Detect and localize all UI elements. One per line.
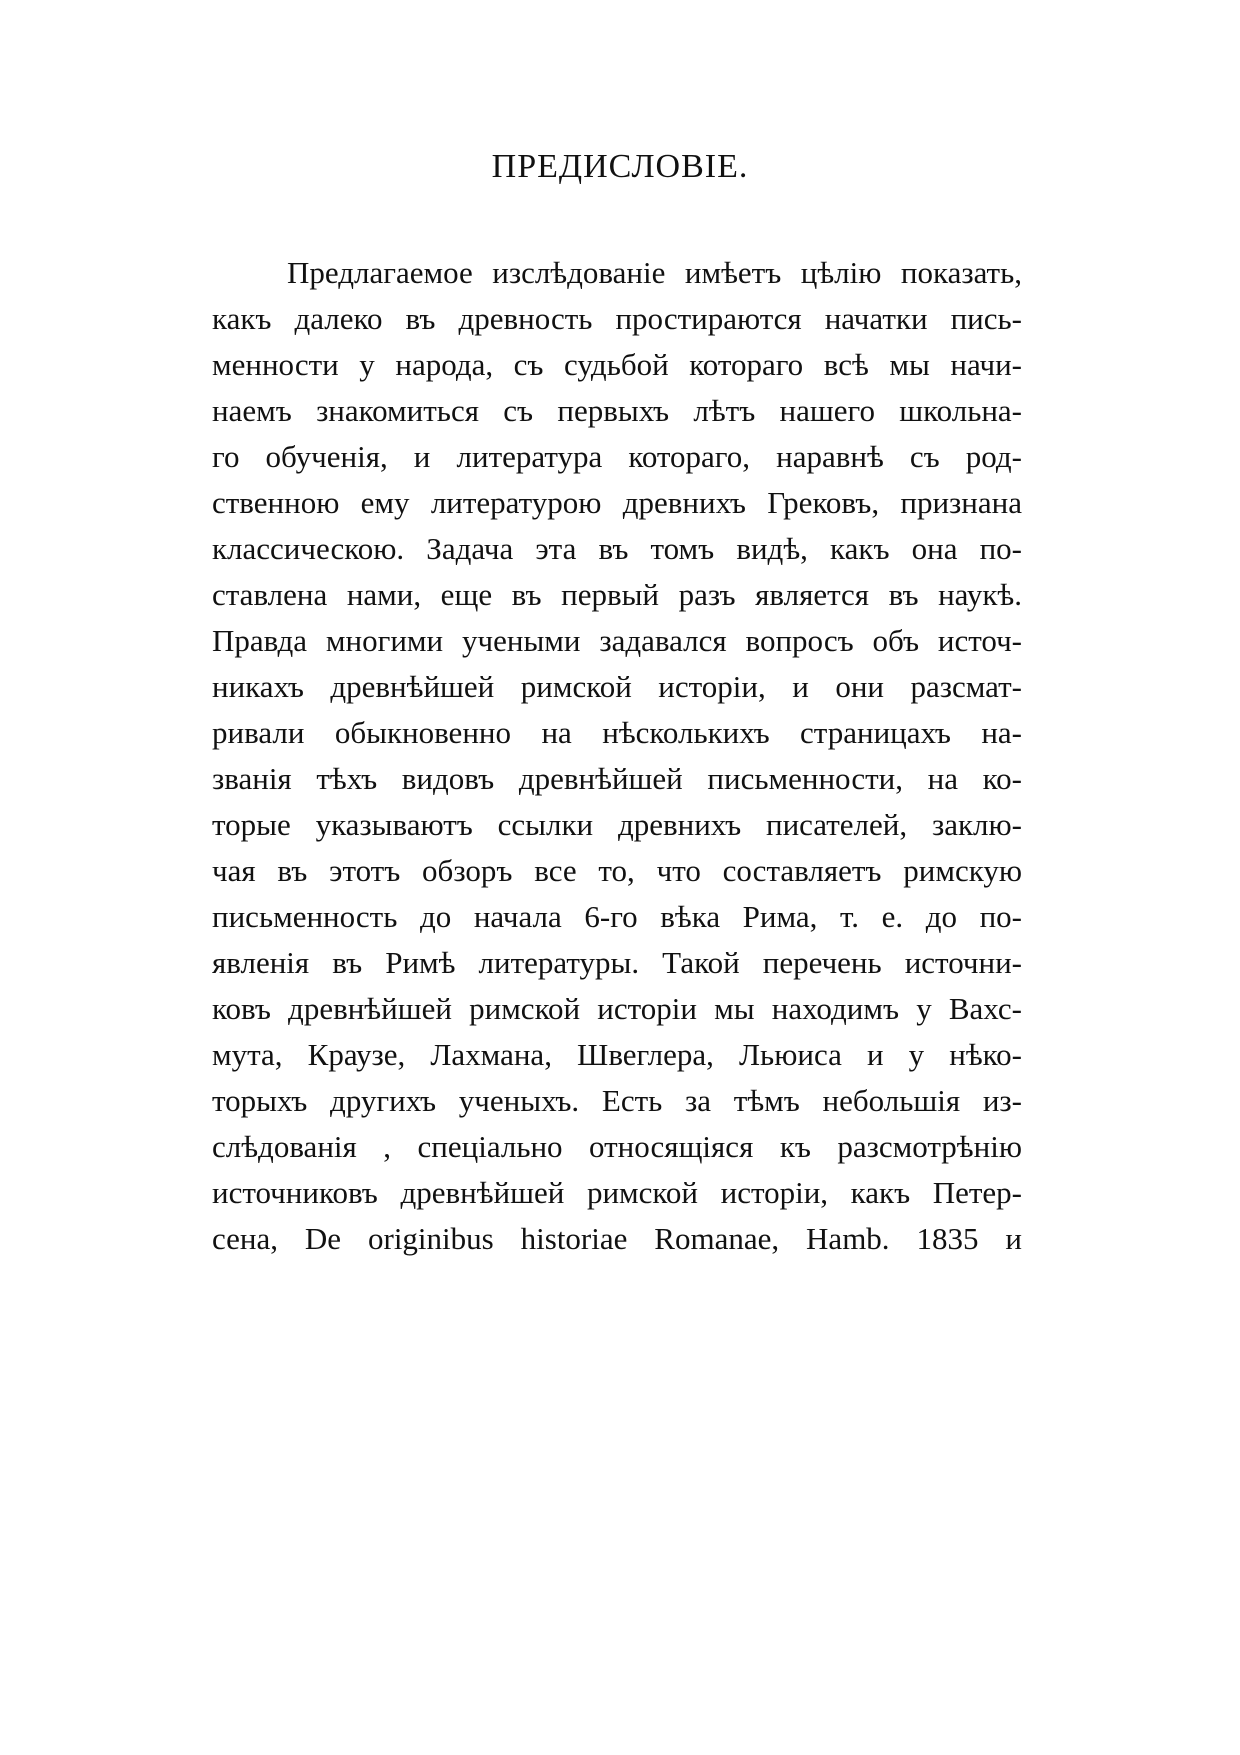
text-line: ривали обыкновенно на нѣсколькихъ страницахъ на- xyxy=(212,715,1022,750)
text-line: торые указываютъ ссылки древнихъ писателей, заклю- xyxy=(212,807,1022,842)
text-line: Правда многими учеными задавался вопросъ объ источ- xyxy=(212,623,1022,658)
text-line: письменность до начала 6-го вѣка Рима, т. е. до по- xyxy=(212,899,1022,934)
text-line: наемъ знакомиться съ первыхъ лѣтъ нашего школьна- xyxy=(212,393,1022,428)
text-line: званія тѣхъ видовъ древнѣйшей письменности, на ко- xyxy=(212,761,1022,796)
text-line: ковъ древнѣйшей римской исторіи мы находимъ у Вахс- xyxy=(212,991,1022,1026)
text-line: какъ далеко въ древность простираются начатки пись- xyxy=(212,301,1022,336)
text-line: ственною ему литературою древнихъ Грековъ, признана xyxy=(212,485,1022,520)
page-title: ПРЕДИСЛОВІЕ. xyxy=(491,148,749,185)
text-line: никахъ древнѣйшей римской исторіи, и они разсмат- xyxy=(212,669,1022,704)
text-line: мута, Краузе, Лахмана, Швеглера, Льюиса и у нѣко- xyxy=(212,1037,1022,1072)
text-line: источниковъ древнѣйшей римской исторіи, какъ Петер- xyxy=(212,1175,1022,1210)
text-line: слѣдованія , спеціально относящіяся къ разсмотрѣнію xyxy=(212,1129,1022,1164)
text-line: явленія въ Римѣ литературы. Такой перечень источни- xyxy=(212,945,1022,980)
preface-body xyxy=(212,250,1022,1262)
text-line: торыхъ другихъ ученыхъ. Есть за тѣмъ небольшія из- xyxy=(212,1083,1022,1118)
text-line: Предлагаемое изслѣдованіе имѣетъ цѣлію показать, xyxy=(287,255,1022,290)
text-line: сена, De originibus historiae Romanae, Hamb. 1835 и xyxy=(212,1221,1022,1256)
text-line: ставлена нами, еще въ первый разъ является въ наукѣ. xyxy=(212,577,1022,612)
text-line: чая въ этотъ обзоръ все то, что составляетъ римскую xyxy=(212,853,1022,888)
text-line: менности у народа, съ судьбой котораго всѣ мы начи- xyxy=(212,347,1022,382)
text-line: классическою. Задача эта въ томъ видѣ, какъ она по- xyxy=(212,531,1022,566)
text-line: го обученія, и литература котораго, наравнѣ съ род- xyxy=(212,439,1022,474)
